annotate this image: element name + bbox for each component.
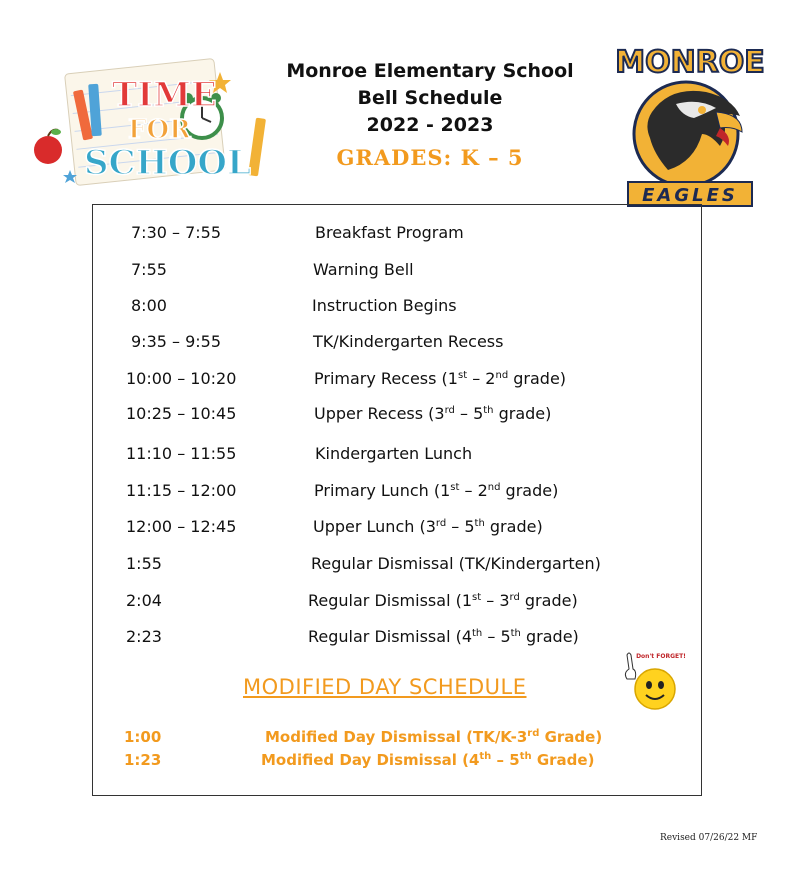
logo-eagles-text: EAGLES: [642, 185, 738, 206]
logo-school-text: SCHOOL: [84, 143, 251, 183]
schedule-event: Instruction Begins: [312, 296, 457, 315]
schedule-time: 7:30 – 7:55: [131, 223, 222, 242]
schedule-time: 7:55: [131, 260, 167, 279]
schedule-time: 2:23: [126, 627, 162, 646]
schedule-event: Primary Recess (1st – 2nd grade): [314, 369, 567, 388]
modified-event: Modified Day Dismissal (4th – 5th Grade): [261, 751, 595, 769]
school-name: Monroe Elementary School: [286, 60, 574, 82]
school-year: 2022 - 2023: [366, 114, 494, 136]
schedule-time: 10:00 – 10:20: [126, 369, 237, 388]
schedule-time: 12:00 – 12:45: [126, 517, 237, 536]
schedule-event: Regular Dismissal (TK/Kindergarten): [311, 554, 601, 573]
schedule-time: 2:04: [126, 591, 162, 610]
schedule-time: 11:10 – 11:55: [126, 444, 237, 463]
logo-for-text: FOR: [128, 115, 191, 145]
schedule-time: 8:00: [131, 296, 167, 315]
schedule-event: Kindergarten Lunch: [315, 444, 473, 463]
schedule-time: 11:15 – 12:00: [126, 481, 237, 500]
schedule-time: 1:55: [126, 554, 162, 573]
schedule-event: Breakfast Program: [315, 223, 464, 242]
schedule-event: Primary Lunch (1st – 2nd grade): [314, 481, 559, 500]
schedule-box: [92, 204, 702, 796]
schedule-event: Upper Lunch (3rd – 5th grade): [313, 517, 543, 536]
modified-time: 1:23: [124, 751, 162, 769]
modified-time: 1:00: [124, 728, 162, 746]
logo-monroe-text: MONROE: [615, 45, 765, 80]
time-for-school-logo: [30, 58, 268, 188]
logo-time-text: TIME: [112, 75, 217, 115]
page-header: [270, 58, 590, 170]
monroe-eagles-logo: [615, 42, 765, 208]
schedule-title: Bell Schedule: [357, 87, 503, 109]
schedule-time: 9:35 – 9:55: [131, 332, 222, 351]
modified-event: Modified Day Dismissal (TK/K-3rd Grade): [265, 728, 603, 746]
schedule-event: Upper Recess (3rd – 5th grade): [314, 404, 552, 423]
sticker-text: Don't FORGET!: [636, 653, 686, 660]
schedule-event: TK/Kindergarten Recess: [313, 332, 504, 351]
modified-day-heading: MODIFIED DAY SCHEDULE: [243, 675, 527, 699]
schedule-event: Regular Dismissal (4th – 5th grade): [308, 627, 579, 646]
schedule-event: Regular Dismissal (1st – 3rd grade): [308, 591, 578, 610]
schedule-event: Warning Bell: [313, 260, 414, 279]
revised-note: Revised 07/26/22 MF: [660, 833, 758, 843]
dont-forget-smiley-icon: [619, 649, 686, 713]
schedule-time: 10:25 – 10:45: [126, 404, 237, 423]
grades-heading: GRADES: K – 5: [336, 145, 524, 170]
